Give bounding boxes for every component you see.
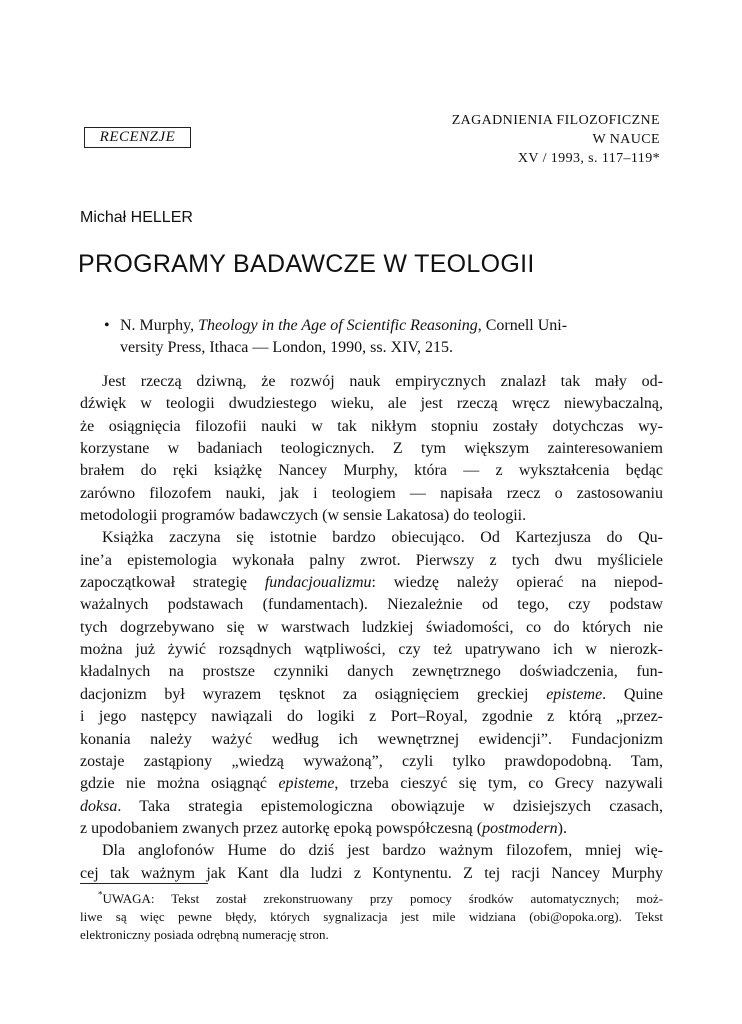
text-run: : wiedzę należy opierać na niepod- xyxy=(371,574,663,592)
footnote-marker: * xyxy=(98,889,103,900)
book-title: Theology in the Age of Scientific Reasoning xyxy=(198,317,478,334)
footnote xyxy=(80,890,663,944)
body-line: i jego następcy nawiązali do logiki z Port–Royal, zgodnie z którą „przez- xyxy=(80,708,663,726)
body-line: konania należy ważyć według ich wewnętrznej ewidencji”. Fundacjonizm xyxy=(80,730,663,748)
article-author: Michał HELLER xyxy=(80,209,193,226)
footnote-line: elektroniczny posiada odrębną numerację stron. xyxy=(80,927,329,942)
text-run: z upodobaniem zwanych przez autorkę epoką powspółczesną ( xyxy=(80,819,483,837)
body-line xyxy=(80,796,663,818)
body-line: Jest rzeczą dziwną, że rozwój nauk empirycznych znalazł tak mały od- xyxy=(102,373,663,390)
journal-name-line-1: ZAGADNIENIA FILOZOFICZNE xyxy=(451,113,660,128)
body-line: Dla anglofonów Hume do dziś jest bardzo ważnym filozofem, mniej wię- xyxy=(102,842,663,860)
body-line: zostaje zastąpiony „wiedzą wyważoną”, czyli tylko prawdopodobną. Tam, xyxy=(80,752,663,770)
body-line xyxy=(80,818,663,840)
body-line xyxy=(80,572,663,594)
book-reference-line-1 xyxy=(104,315,664,337)
text-run: . Quine xyxy=(602,685,664,703)
body-line xyxy=(80,773,663,795)
emphasis-term: episteme xyxy=(278,775,335,793)
body-line: cej tak ważnym jak Kant dla ludzi z Kontynentu. Z tej racji Nancey Murphy xyxy=(80,864,663,882)
text-run: gdzie nie można osiągnąć xyxy=(80,775,279,793)
body-line: można już żywić rozsądnych wątpliwości, czy też upatrywano ich w nierozk- xyxy=(80,641,663,659)
body-line: zarówno filozofem nauki, jak i teologiem — napisała rzecz o zastosowaniu xyxy=(80,484,663,502)
footnote-line xyxy=(80,890,663,908)
journal-name-line-2: W NAUCE xyxy=(592,132,660,147)
book-author: N. Murphy, xyxy=(120,317,195,334)
journal-volume-pages: XV / 1993, s. 117–119* xyxy=(517,151,660,166)
bullet-icon: • xyxy=(104,317,110,334)
journal-header xyxy=(452,111,660,168)
body-line: Książka zaczyna się istotnie bardzo obiecująco. Od Kartezjusza do Qu- xyxy=(102,529,663,547)
text-run: , trzeba cieszyć się tym, co Grecy nazywali xyxy=(334,775,663,793)
text-run: dacjonizm był wyrazem tęsknot za osiągnięciem greckiej xyxy=(80,685,547,703)
footnote-line: liwe są więc pewne błędy, których sygnalizacja jest mile widziana (obi@opoka.org). Tekst xyxy=(80,909,663,924)
book-reference-line-2: versity Press, Ithaca — London, 1990, ss. XIV, 215. xyxy=(120,339,454,356)
footnote-divider xyxy=(80,883,208,884)
body-line: metodologii programów badawczych (w sensie Lakatosa) do teologii. xyxy=(80,507,527,525)
text-run: ). xyxy=(557,819,567,837)
text-run: . Taka strategia epistemologiczna obowiązuje w dzisiejszych czasach, xyxy=(117,797,663,815)
book-reference xyxy=(104,315,664,359)
section-label: RECENZJE xyxy=(99,129,176,145)
emphasis-term: episteme xyxy=(546,685,603,703)
body-line: kładalnych na prostsze czynniki danych zewnętrznego doświadczenia, fun- xyxy=(80,663,663,681)
body-line xyxy=(80,684,663,706)
body-line: korzystane w badaniach teologicznych. Z tym większym zainteresowaniem xyxy=(80,440,663,458)
section-label-box xyxy=(84,127,191,148)
body-line: ine’a epistemologia wykonała palny zwrot. Pierwszy z tych dwu myśliciele xyxy=(80,551,663,569)
body-line: brałem do ręki książkę Nancey Murphy, która — z wykształcenia będąc xyxy=(80,462,663,480)
emphasis-term: doksa xyxy=(80,797,118,815)
emphasis-term: postmodern xyxy=(482,819,558,837)
body-line: dźwięk w teologii dwudziestego wieku, ale jest rzeczą wręcz niewybaczalną, xyxy=(80,395,663,413)
body-line: tych dogrzebywano się w warstwach ludzkiej świadomości, co do których nie xyxy=(80,618,663,636)
article-title: PROGRAMY BADAWCZE W TEOLOGII xyxy=(78,250,535,278)
text-run: UWAGA: Tekst został zrekonstruowany przy pomocy środków automatycznych; moż- xyxy=(102,891,663,906)
article-body xyxy=(80,371,663,885)
body-line: że osiągnięcia filozofii nauki w tak nikłym stopniu zostały dotychczas wy- xyxy=(80,417,663,435)
emphasis-term: fundacjoualizmu xyxy=(264,574,372,592)
body-line: ważalnych podstawach (fundamentach). Niezależnie od tego, czy podstaw xyxy=(80,596,663,614)
book-publisher-part: , Cornell Uni- xyxy=(477,317,568,334)
text-run: zapoczątkował strategię xyxy=(80,574,265,592)
